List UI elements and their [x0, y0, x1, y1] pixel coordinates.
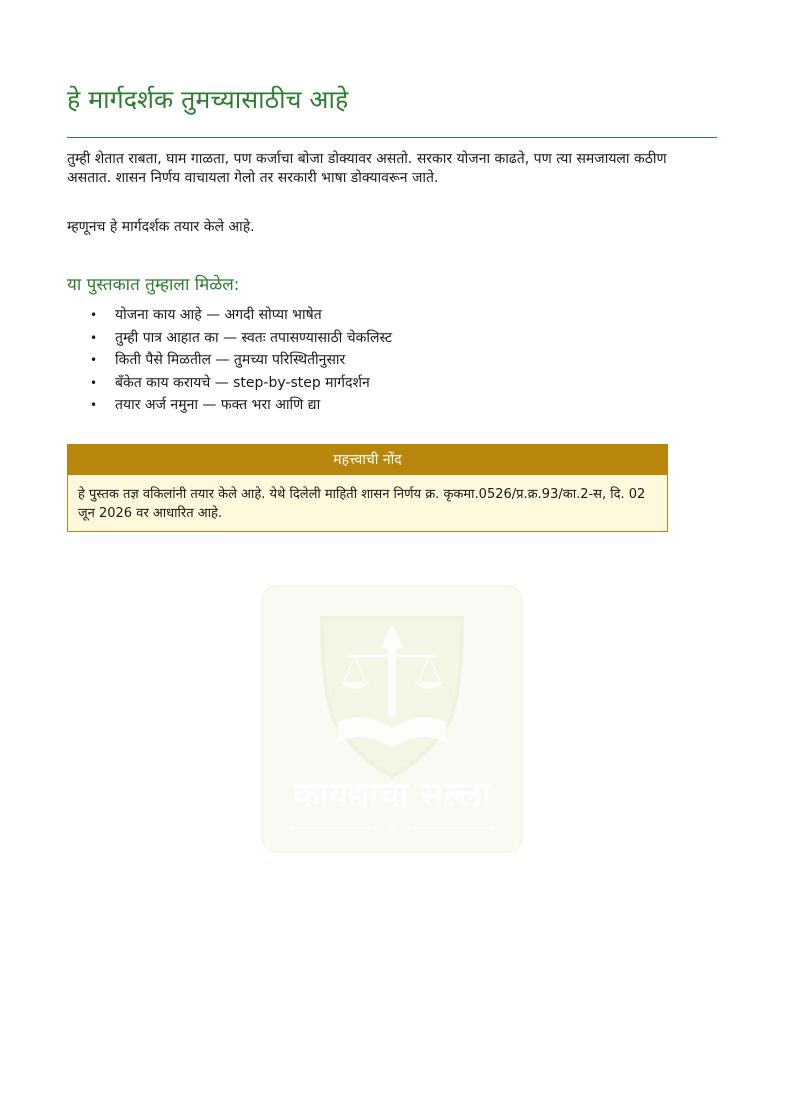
benefit-text: योजना काय आहे — अगदी सोप्या भाषेत	[115, 307, 322, 323]
list-item	[90, 394, 392, 417]
bullet-icon: •	[90, 308, 98, 322]
bullet-icon: •	[90, 330, 98, 345]
list-item	[90, 304, 392, 327]
bullet-icon: •	[90, 375, 98, 390]
intro-paragraph: तुम्ही शेतात राबता, घाम गाळता, पण कर्जाचा बोजा डोक्यावर असतो. सरकार योजना काढते, पण त्या समजायला कठीण असतात. शासन निर्णय वाचायला गेलो तर सरकारी भाषा डोक्यावरून जाते.	[67, 151, 667, 186]
note-header: महत्त्वाची नोंद	[68, 445, 667, 475]
bullet-icon: •	[90, 353, 98, 367]
bullet-icon: •	[90, 398, 98, 412]
title-divider	[67, 137, 717, 138]
note-body: हे पुस्तक तज्ञ वकिलांनी तयार केले आहे. येथे दिलेली माहिती शासन निर्णय क्र. कृकमा.0526/प्र.क्र.93/का.2-स, दि. 02 जून 2026 वर आधारित आहे.	[78, 487, 646, 521]
benefits-list	[90, 304, 392, 417]
list-item	[90, 327, 392, 350]
watermark-text: कायद्याचा सल्ला	[293, 775, 491, 815]
benefit-text: तुम्ही पात्र आहात का — स्वतः तपासण्यासाठी चेकलिस्ट	[115, 329, 393, 346]
list-item	[90, 372, 392, 395]
benefit-text: बँकेत काय करायचे — step-by-step मार्गदर्शन	[115, 374, 370, 391]
watermark-logo	[260, 584, 524, 854]
benefit-text: तयार अर्ज नमुना — फक्त भरा आणि द्या	[115, 397, 321, 413]
benefits-heading: या पुस्तकात तुम्हाला मिळेल:	[67, 275, 240, 295]
benefit-text: किती पैसे मिळतील — तुमच्या परिस्थितीनुसार	[115, 352, 346, 368]
important-note-box	[67, 444, 668, 532]
list-item	[90, 349, 392, 372]
scales-pen-book-shield-logo-icon	[260, 584, 524, 854]
purpose-line: म्हणूनच हे मार्गदर्शक तयार केले आहे.	[67, 219, 255, 235]
page-title: हे मार्गदर्शक तुमच्यासाठीच आहे	[67, 85, 349, 114]
